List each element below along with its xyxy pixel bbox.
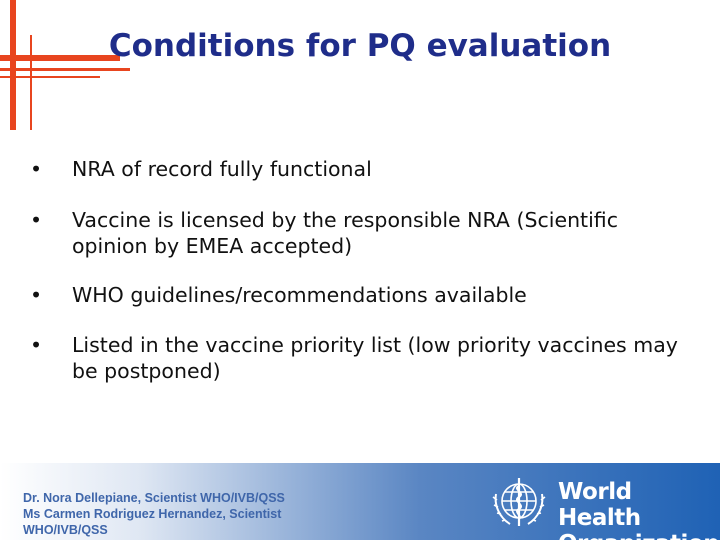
presenter-credits [23,490,353,538]
bullet-text: WHO guidelines/recommendations available [72,283,527,307]
organization-name-line: World Health [558,479,641,531]
accent-line-horizontal-thin [0,68,130,71]
bullet-symbol: • [30,208,43,232]
bullet-item [30,156,372,182]
footer-band [0,463,720,557]
bullet-item [30,332,690,384]
bullet-item [30,282,527,308]
credit-line: Ms Carmen Rodriguez Hernandez, Scientist [23,507,282,521]
bullet-symbol: • [30,333,43,357]
bullet-symbol: • [30,283,43,307]
credit-line: Dr. Nora Dellepiane, Scientist WHO/IVB/QSS [23,491,285,505]
organization-name-line: Organization [558,531,720,557]
bullet-text: NRA of record fully functional [72,157,372,181]
bullet-text: Listed in the vaccine priority list (low priority vaccines may be postponed) [72,333,678,383]
slide-title: Conditions for PQ evaluation [108,28,612,64]
who-emblem-icon [488,472,550,534]
organization-name [558,479,720,557]
bullet-text: Vaccine is licensed by the responsible NRA (Scientific opinion by EMEA accepted) [72,208,618,258]
credit-line: WHO/IVB/QSS [23,523,108,537]
accent-line-horizontal-lower [0,76,100,78]
bullet-symbol: • [30,157,43,181]
accent-line-vertical [10,0,16,130]
bullet-item [30,207,672,259]
